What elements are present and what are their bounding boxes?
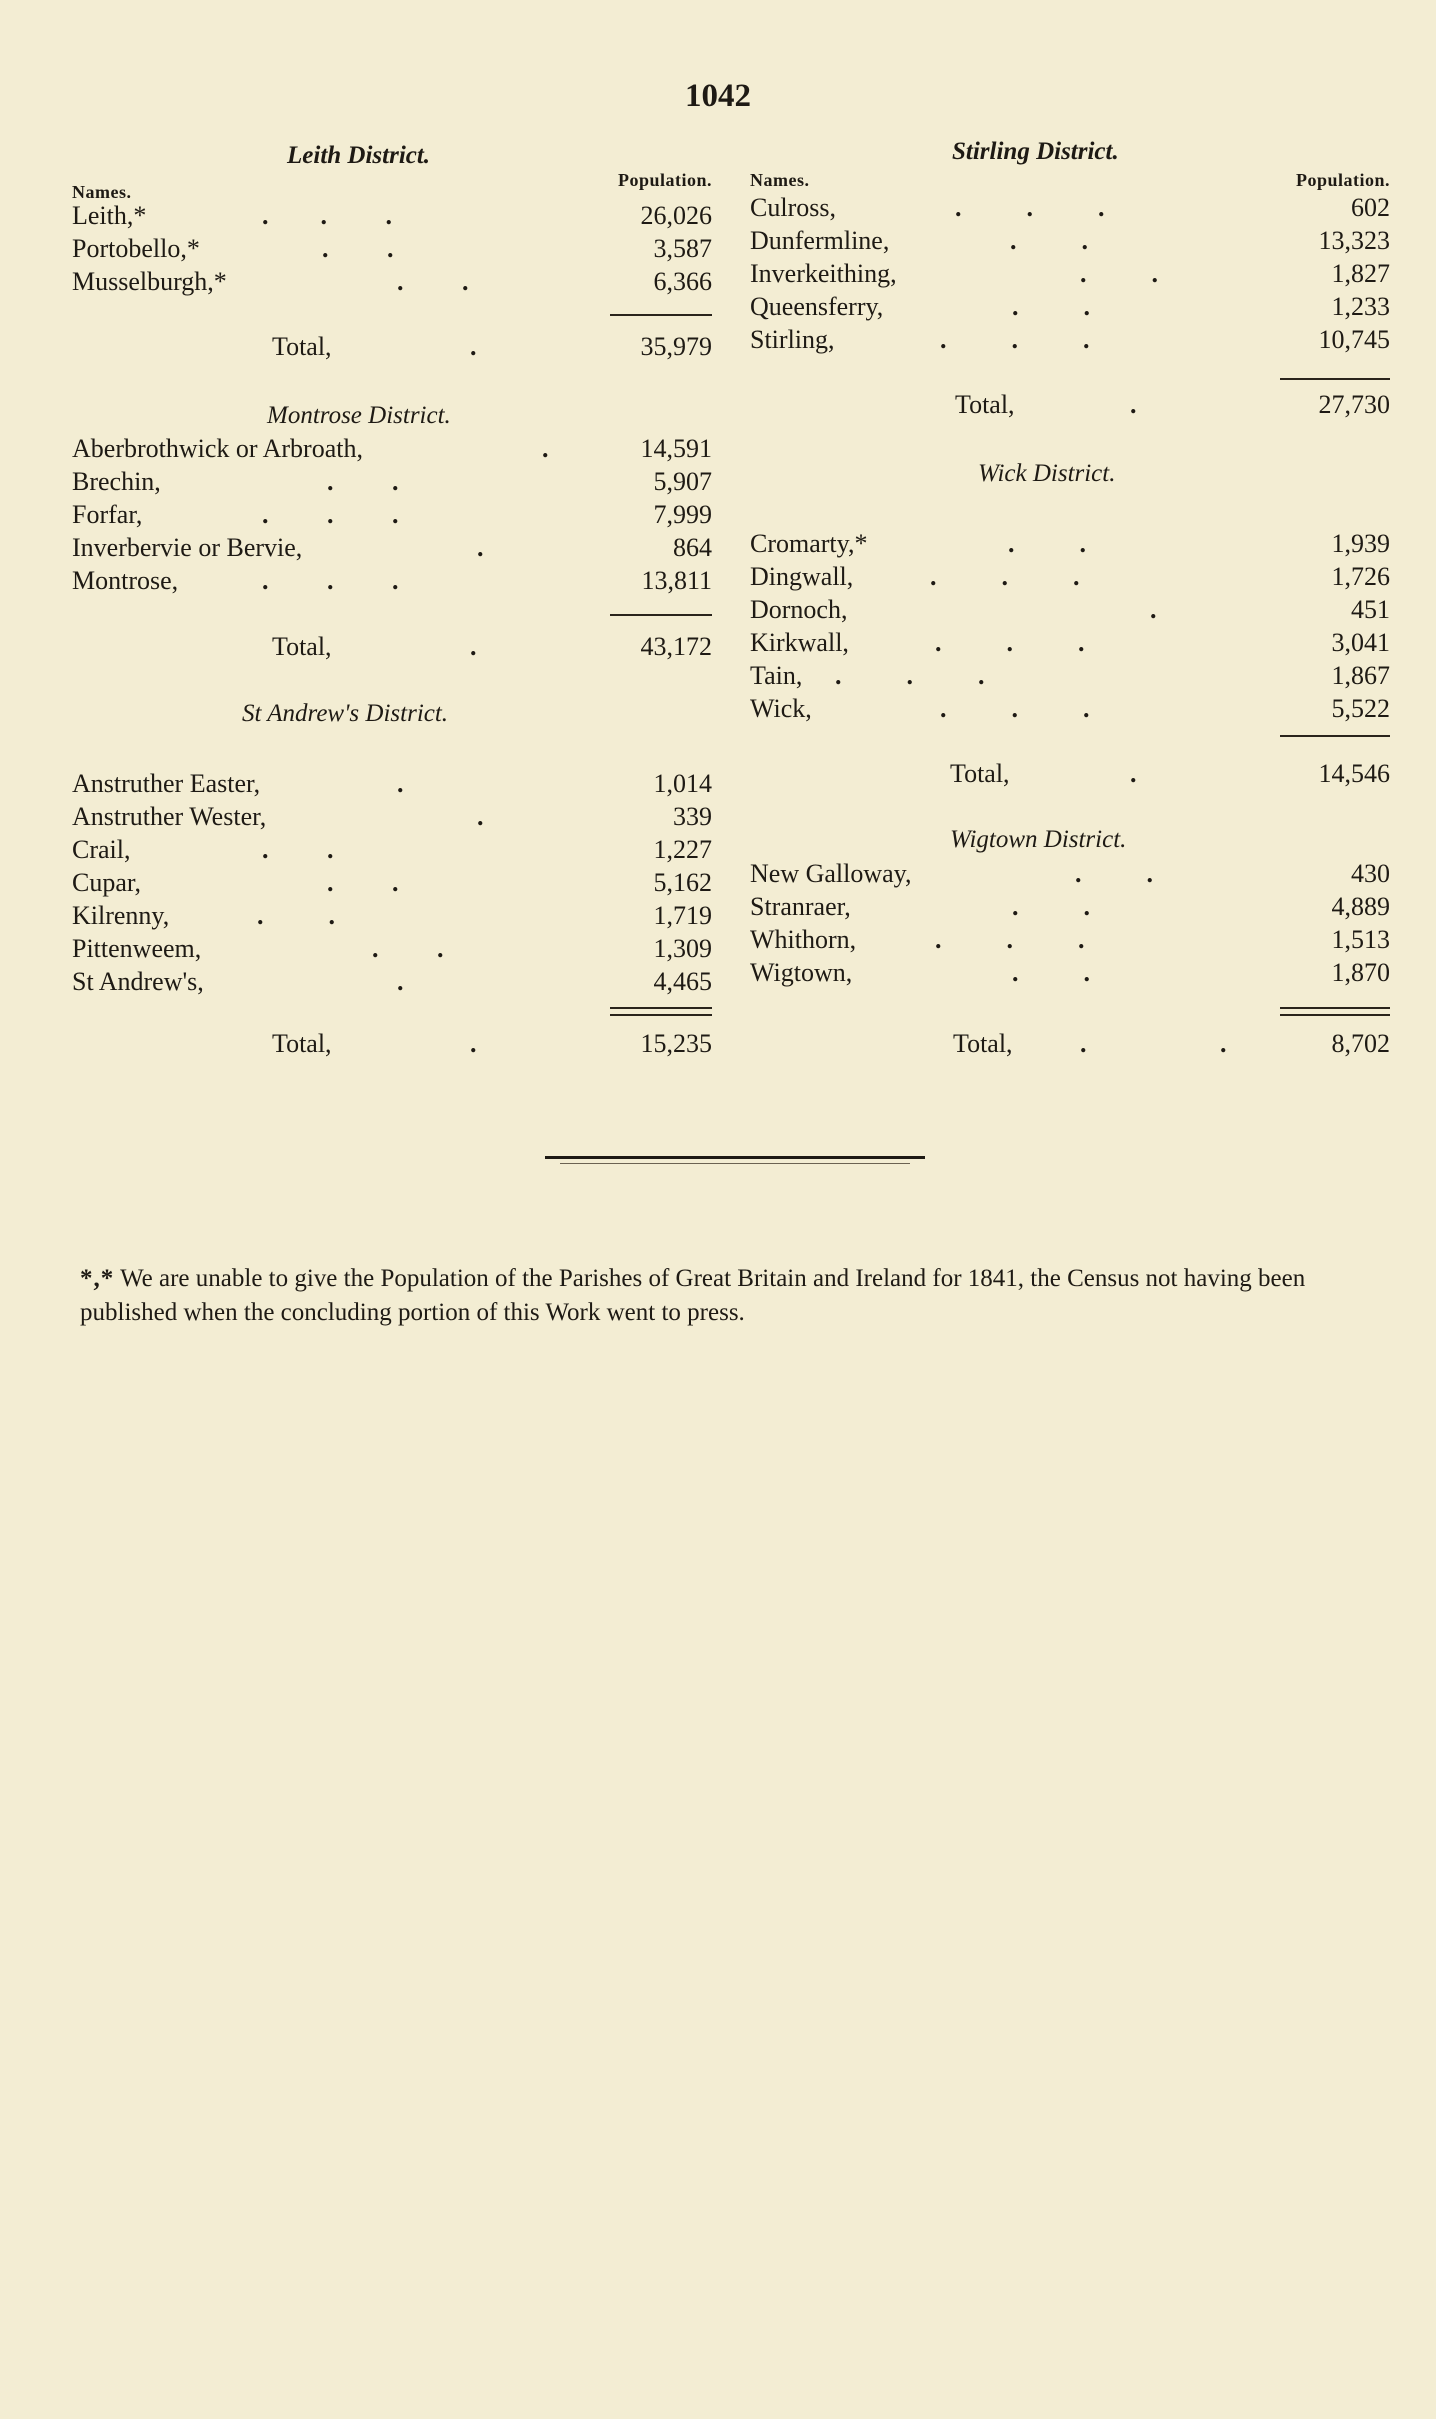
leith-district-title: Leith District. xyxy=(287,142,431,169)
place-name: Leith,* xyxy=(72,201,147,230)
total-value: 27,730 xyxy=(1318,390,1390,419)
population-value: 1,719 xyxy=(653,901,712,930)
list-item xyxy=(750,528,1390,560)
population-value: 14,591 xyxy=(640,434,712,463)
sum-rule xyxy=(610,1014,712,1016)
place-name: Aberbrothwick or Arbroath, xyxy=(72,434,363,463)
wick-district-title: Wick District. xyxy=(978,460,1116,487)
leader-dots: . xyxy=(1080,1029,1087,1058)
place-name: Forfar, xyxy=(72,500,143,529)
population-value: 26,026 xyxy=(640,201,712,230)
population-value: 1,726 xyxy=(1331,562,1390,591)
place-name: Portobello,* xyxy=(72,234,200,263)
place-name: Wick, xyxy=(750,694,812,723)
population-value: 5,522 xyxy=(1331,694,1390,723)
place-name: Crail, xyxy=(72,835,131,864)
population-value: 339 xyxy=(673,802,712,831)
wigtown-total-row xyxy=(750,1027,1390,1061)
leader-dots: . . . xyxy=(940,694,1090,723)
list-item xyxy=(750,258,1390,290)
leader-dots: . . . xyxy=(262,500,399,529)
population-value: 1,014 xyxy=(653,769,712,798)
list-item xyxy=(750,192,1390,224)
list-item xyxy=(72,768,712,800)
place-name: Dornoch, xyxy=(750,595,848,624)
leader-dots: . . xyxy=(262,835,334,864)
montrose-total-row xyxy=(72,630,712,664)
list-item xyxy=(750,957,1390,989)
list-item xyxy=(750,324,1390,356)
sum-rule xyxy=(1280,1007,1390,1009)
place-name: Kilrenny, xyxy=(72,901,170,930)
leader-dots: . xyxy=(1130,390,1137,419)
leader-dots: . . . xyxy=(930,562,1080,591)
leader-dots: . xyxy=(477,533,484,562)
population-value: 1,867 xyxy=(1331,661,1390,690)
place-name: Inverkeithing, xyxy=(750,259,897,288)
total-label: Total, xyxy=(950,759,1010,788)
leader-dots: . xyxy=(470,332,477,361)
list-item xyxy=(72,200,712,232)
population-column-label: Population. xyxy=(617,170,712,190)
place-name: Inverbervie or Bervie, xyxy=(72,533,303,562)
list-item xyxy=(72,466,712,498)
list-item xyxy=(72,433,712,465)
place-name: Queensferry, xyxy=(750,292,884,321)
list-item xyxy=(72,834,712,866)
leader-dots: . . . xyxy=(835,661,985,690)
leader-dots: . . . xyxy=(940,325,1090,354)
place-name: Stranraer, xyxy=(750,892,851,921)
population-value: 1,939 xyxy=(1331,529,1390,558)
population-value: 1,827 xyxy=(1331,259,1390,288)
total-label: Total, xyxy=(953,1029,1013,1058)
total-label: Total, xyxy=(955,390,1015,419)
list-item xyxy=(750,858,1390,890)
total-value: 15,235 xyxy=(640,1029,712,1058)
leader-dots: . . . xyxy=(955,193,1105,222)
population-value: 430 xyxy=(1351,859,1390,888)
st-andrews-total-row xyxy=(72,1027,712,1061)
list-item xyxy=(72,499,712,531)
footnote xyxy=(80,1262,1380,1330)
leader-dots: . . xyxy=(327,868,399,897)
leader-dots: . xyxy=(1150,595,1157,624)
population-value: 5,907 xyxy=(653,467,712,496)
place-name: Dunfermline, xyxy=(750,226,890,255)
population-value: 7,999 xyxy=(653,500,712,529)
sum-rule xyxy=(1280,1014,1390,1016)
total-label: Total, xyxy=(272,332,332,361)
sum-rule xyxy=(1280,735,1390,737)
list-item xyxy=(750,627,1390,659)
place-name: Cupar, xyxy=(72,868,141,897)
place-name: Dingwall, xyxy=(750,562,854,591)
total-value: 8,702 xyxy=(1331,1029,1390,1058)
names-column-label: Names. xyxy=(750,170,810,190)
leader-dots: . . xyxy=(1012,958,1090,987)
place-name: Anstruther Wester, xyxy=(72,802,267,831)
st-andrews-district-title: St Andrew's District. xyxy=(242,700,449,727)
leader-dots: . . . xyxy=(935,925,1085,954)
leader-dots: . xyxy=(477,802,484,831)
place-name: Pittenweem, xyxy=(72,934,202,963)
total-value: 43,172 xyxy=(640,632,712,661)
place-name: Stirling, xyxy=(750,325,835,354)
leith-total-row xyxy=(72,330,712,364)
list-item xyxy=(72,266,712,298)
footnote-mark: *,* xyxy=(80,1265,115,1292)
place-name: New Galloway, xyxy=(750,859,912,888)
population-value: 1,233 xyxy=(1331,292,1390,321)
leader-dots: . xyxy=(397,967,404,996)
total-label: Total, xyxy=(272,1029,332,1058)
leader-dots: . . xyxy=(397,267,469,296)
leader-dots: . . xyxy=(1080,259,1158,288)
leader-dots: . xyxy=(470,632,477,661)
wick-total-row xyxy=(750,757,1390,791)
list-item xyxy=(72,966,712,998)
leader-dots: . . xyxy=(1008,529,1086,558)
list-item xyxy=(72,801,712,833)
population-value: 3,587 xyxy=(653,234,712,263)
leader-dots: . . xyxy=(257,901,335,930)
section-divider xyxy=(545,1156,925,1159)
population-value: 1,309 xyxy=(653,934,712,963)
population-column-label: Population. xyxy=(1295,170,1390,190)
population-value: 13,811 xyxy=(641,566,712,595)
total-value: 14,546 xyxy=(1318,759,1390,788)
list-item xyxy=(750,561,1390,593)
montrose-district-title: Montrose District. xyxy=(267,402,451,429)
list-item xyxy=(750,924,1390,956)
leader-dots: . . xyxy=(1010,226,1088,255)
leader-dots: . xyxy=(1130,759,1137,788)
population-value: 10,745 xyxy=(1318,325,1390,354)
population-value: 602 xyxy=(1351,193,1390,222)
leader-dots: . xyxy=(470,1029,477,1058)
leader-dots: . . xyxy=(1075,859,1153,888)
population-value: 1,227 xyxy=(653,835,712,864)
place-name: St Andrew's, xyxy=(72,967,204,996)
population-value: 1,513 xyxy=(1331,925,1390,954)
leader-dots: . . xyxy=(327,467,399,496)
population-value: 5,162 xyxy=(653,868,712,897)
list-item xyxy=(72,565,712,597)
wigtown-district-title: Wigtown District. xyxy=(950,826,1127,853)
total-value: 35,979 xyxy=(640,332,712,361)
place-name: Kirkwall, xyxy=(750,628,849,657)
place-name: Whithorn, xyxy=(750,925,857,954)
leader-dots: . . xyxy=(372,934,444,963)
place-name: Tain, xyxy=(750,661,803,690)
leader-dots: . . . xyxy=(935,628,1085,657)
population-value: 6,366 xyxy=(653,267,712,296)
list-item xyxy=(72,900,712,932)
place-name: Anstruther Easter, xyxy=(72,769,261,798)
leader-dots: . . xyxy=(1012,292,1090,321)
leader-dots: . . . xyxy=(262,566,399,595)
stirling-total-row xyxy=(750,388,1390,422)
population-value: 3,041 xyxy=(1331,628,1390,657)
sum-rule xyxy=(1280,378,1390,380)
place-name: Musselburgh,* xyxy=(72,267,227,296)
list-item xyxy=(750,291,1390,323)
population-value: 13,323 xyxy=(1318,226,1390,255)
population-value: 4,465 xyxy=(653,967,712,996)
leader-dots: . . xyxy=(322,234,394,263)
list-item xyxy=(72,532,712,564)
place-name: Montrose, xyxy=(72,566,179,595)
place-name: Brechin, xyxy=(72,467,161,496)
list-item xyxy=(750,891,1390,923)
list-item xyxy=(750,660,1390,692)
list-item xyxy=(72,933,712,965)
names-column-label: Names. xyxy=(72,182,132,202)
sum-rule xyxy=(610,1007,712,1009)
list-item xyxy=(72,233,712,265)
sum-rule xyxy=(610,614,712,616)
list-item xyxy=(750,693,1390,725)
leader-dots: . xyxy=(1220,1029,1227,1058)
stirling-district-title: Stirling District. xyxy=(952,138,1119,165)
page-number: 1042 xyxy=(685,78,751,114)
section-divider-thin xyxy=(560,1163,910,1164)
population-value: 864 xyxy=(673,533,712,562)
sum-rule xyxy=(610,314,712,316)
footnote-text: We are unable to give the Population of the Parishes of Great Britain and Ireland for 1841, the Census not having been published when the concluding portion of this Work went to press. xyxy=(80,1265,1306,1326)
leader-dots: . xyxy=(397,769,404,798)
population-value: 451 xyxy=(1351,595,1390,624)
population-value: 1,870 xyxy=(1331,958,1390,987)
list-item xyxy=(72,867,712,899)
place-name: Cromarty,* xyxy=(750,529,868,558)
leader-dots: . . xyxy=(1012,892,1090,921)
leader-dots: . xyxy=(542,434,549,463)
list-item xyxy=(750,594,1390,626)
total-label: Total, xyxy=(272,632,332,661)
place-name: Culross, xyxy=(750,193,836,222)
population-value: 4,889 xyxy=(1331,892,1390,921)
list-item xyxy=(750,225,1390,257)
leader-dots: . . . xyxy=(262,201,392,230)
place-name: Wigtown, xyxy=(750,958,853,987)
